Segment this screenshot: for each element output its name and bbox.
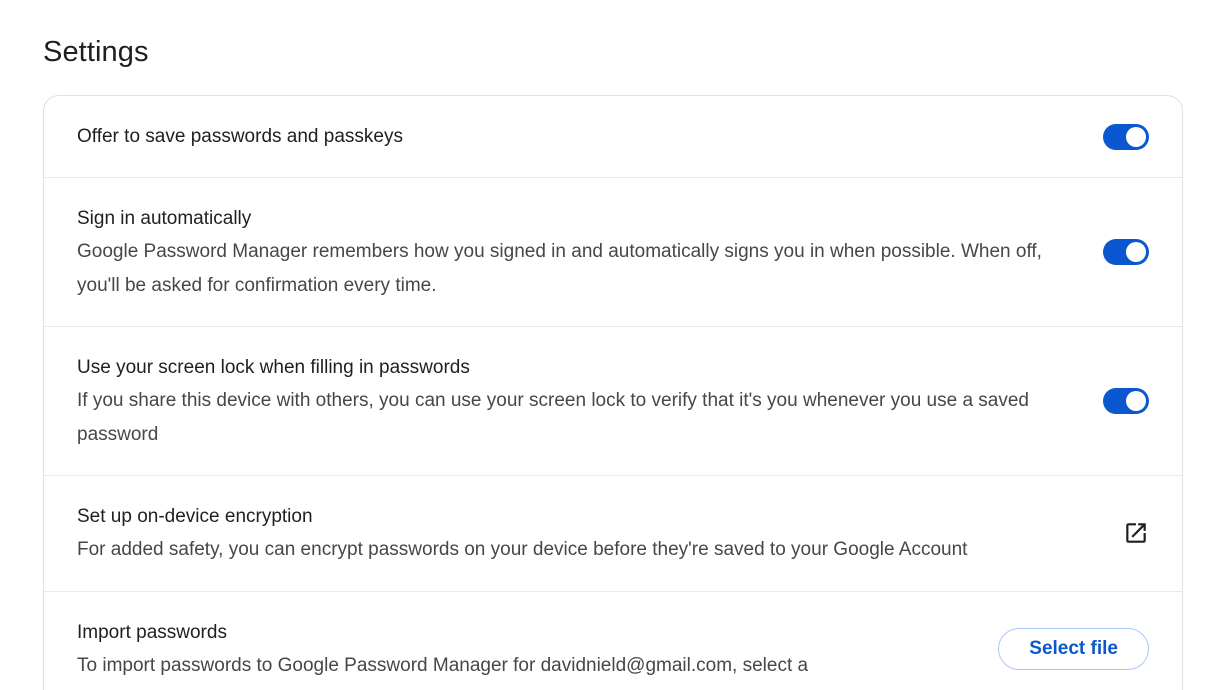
setting-title: Offer to save passwords and passkeys — [77, 126, 403, 147]
setting-text — [77, 351, 1075, 451]
setting-text — [77, 202, 1075, 302]
setting-text — [77, 500, 1075, 567]
setting-text — [77, 120, 1075, 153]
setting-row-sign-in-automatically — [44, 177, 1182, 326]
setting-control — [1103, 124, 1149, 150]
setting-row-offer-to-save — [44, 96, 1182, 177]
setting-description: If you share this device with others, you can use your screen lock to verify that it's you whenever you use a saved password — [77, 390, 1030, 445]
settings-card — [43, 95, 1183, 690]
toggle-knob — [1126, 391, 1146, 411]
select-file-button[interactable]: Select file — [998, 628, 1149, 670]
setting-description: Google Password Manager remembers how you signed in and automatically signs you in when possible. When off, you'll be asked for confirmation every time. — [77, 241, 1042, 296]
setting-title: Import passwords — [77, 621, 227, 643]
open-in-new-icon[interactable] — [1123, 520, 1149, 546]
setting-title: Use your screen lock when filling in passwords — [77, 357, 470, 378]
setting-control — [1103, 239, 1149, 265]
screen-lock-toggle[interactable] — [1103, 388, 1149, 414]
setting-description: To import passwords to Google Password Manager for davidnield@gmail.com, select a — [77, 654, 809, 676]
toggle-knob — [1126, 127, 1146, 147]
setting-title: Sign in automatically — [77, 208, 252, 229]
sign-in-automatically-toggle[interactable] — [1103, 239, 1149, 265]
setting-title: Set up on-device encryption — [77, 506, 313, 527]
toggle-knob — [1126, 242, 1146, 262]
setting-control — [1103, 388, 1149, 414]
setting-control — [1103, 520, 1149, 546]
setting-control — [998, 628, 1149, 670]
setting-row-screen-lock — [44, 326, 1182, 475]
setting-text — [77, 616, 970, 683]
offer-to-save-toggle[interactable] — [1103, 124, 1149, 150]
setting-row-on-device-encryption — [44, 475, 1182, 591]
page-title: Settings — [43, 36, 149, 68]
setting-description: For added safety, you can encrypt passwords on your device before they're saved to your Google Account — [77, 539, 968, 560]
setting-row-import-passwords — [44, 591, 1182, 690]
password-manager-settings-page — [0, 36, 1226, 690]
